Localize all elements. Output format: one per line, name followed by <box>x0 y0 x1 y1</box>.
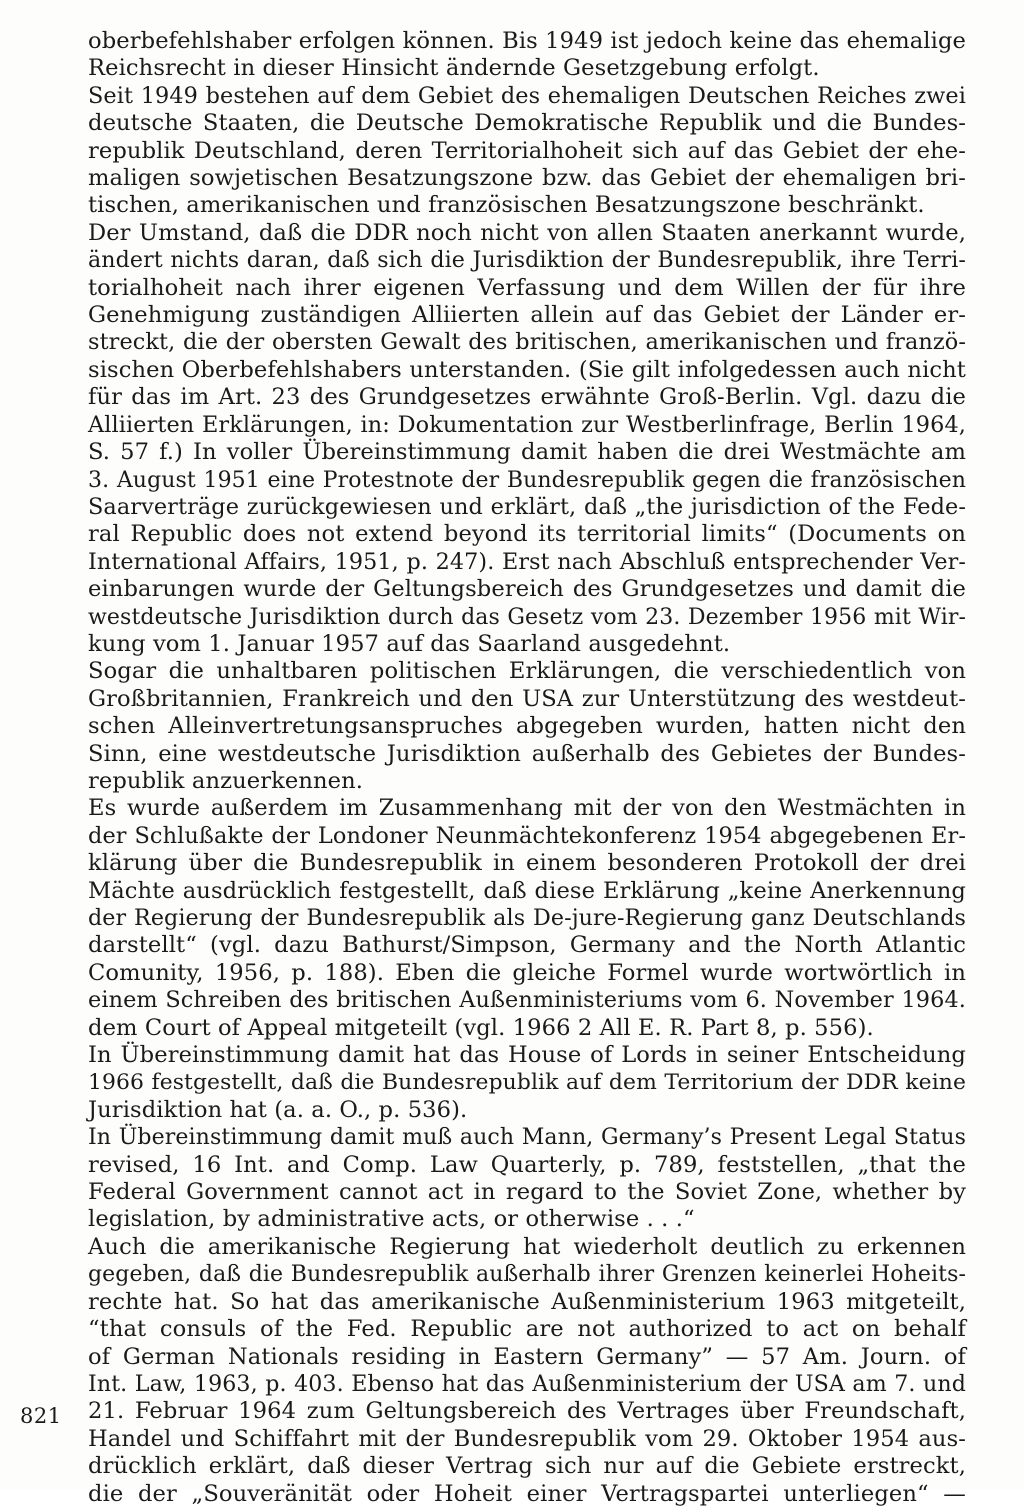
text-line: Es wurde außerdem im Zusammenhang mit der von den Westmächten in <box>88 795 966 822</box>
text-line: Der Umstand, daß die DDR noch nicht von allen Staaten anerkannt wurde, <box>88 219 966 246</box>
text-line: Handel und Schiffahrt mit der Bundesrepublik vom 29. Oktober 1954 aus- <box>88 1425 966 1452</box>
text-line: 1966 festgestellt, daß die Bundesrepublik auf dem Territorium der DDR keine <box>88 1070 966 1096</box>
text-line: sischen Oberbefehlshabers unterstanden. (Sie gilt infolgedessen auch nicht <box>88 356 966 383</box>
paragraph <box>88 795 966 1042</box>
text-line: kung vom 1. Januar 1957 auf das Saarland ausgedehnt. <box>88 630 731 657</box>
text-line: Reichsrecht in dieser Hinsicht ändernde Gesetzgebung erfolgt. <box>88 55 820 82</box>
text-line: maligen sowjetischen Besatzungszone bzw. das Gebiet der ehemaligen bri- <box>88 165 966 192</box>
text-line: Mächte ausdrücklich festgestellt, daß diese Erklärung „keine Anerkennung <box>88 877 966 904</box>
text-line: der Schlußakte der Londoner Neunmächtekonferenz 1954 abgegebenen Er- <box>88 822 966 849</box>
text-line: rechte hat. So hat das amerikanische Außenministerium 1963 mitgeteilt, <box>88 1288 966 1315</box>
page-number: 821 <box>20 1404 62 1428</box>
text-line: Genehmigung zuständigen Alliierten allein auf das Gebiet der Länder er- <box>88 302 966 329</box>
text-line: Großbritannien, Frankreich und den USA zur Unterstützung des westdeut- <box>88 685 966 712</box>
text-line: klärung über die Bundesrepublik in einem besonderen Protokoll der drei <box>88 850 966 877</box>
text-line: S. 57 f.) In voller Übereinstimmung damit haben die drei Westmächte am <box>88 439 966 466</box>
text-line: deutsche Staaten, die Deutsche Demokratische Republik und die Bundes- <box>88 110 966 137</box>
paragraph <box>88 220 966 659</box>
text-line: Saarverträge zurückgewiesen und erklärt, daß „the jurisdiction of the Fede- <box>88 493 966 520</box>
text-line: republik Deutschland, deren Territorialhoheit sich auf das Gebiet der ehe- <box>88 137 966 164</box>
text-line: Int. Law, 1963, p. 403. Ebenso hat das Außenministerium der USA am 7. und <box>88 1370 966 1397</box>
text-line: “that consuls of the Fed. Republic are not authorized to act on behalf <box>88 1316 966 1343</box>
text-line: Jurisdiktion hat (a. a. O., p. 536). <box>88 1096 468 1123</box>
text-line: einem Schreiben des britischen Außenministeriums vom 6. November 1964. <box>88 987 966 1014</box>
text-line: Comunity, 1956, p. 188). Eben die gleiche Formel wurde wortwörtlich in <box>88 959 966 986</box>
text-line: schen Alleinvertretungsanspruches abgegeben wurden, hatten nicht den <box>88 713 966 740</box>
text-line: Seit 1949 bestehen auf dem Gebiet des ehemaligen Deutschen Reiches zwei <box>88 82 966 109</box>
text-line: legislation, by administrative acts, or otherwise . . .“ <box>88 1206 695 1233</box>
text-line: gegeben, daß die Bundesrepublik außerhalb ihrer Grenzen keinerlei Hoheits- <box>88 1262 966 1288</box>
text-line: der Regierung der Bundesrepublik als De-jure-Regierung ganz Deutschlands <box>88 905 966 931</box>
text-line: für das im Art. 23 des Grundgesetzes erwähnte Groß-Berlin. Vgl. dazu die <box>88 384 966 411</box>
text-line: einbarungen wurde der Geltungsbereich des Grundgesetzes und damit die <box>88 576 966 603</box>
text-line: revised, 16 Int. and Comp. Law Quarterly, p. 789, feststellen, „that the <box>88 1151 966 1178</box>
text-line: Sinn, eine westdeutsche Jurisdiktion außerhalb des Gebietes der Bundes- <box>88 740 966 767</box>
text-line: Alliierten Erklärungen, in: Dokumentation zur Westberlinfrage, Berlin 1964, <box>88 411 966 438</box>
text-line: Sogar die unhaltbaren politischen Erklärungen, die verschiedentlich von <box>88 658 966 685</box>
text-line: die der „Souveränität oder Hoheit einer Vertragspartei unterliegen“ — <box>88 1480 966 1507</box>
paragraph <box>88 83 966 220</box>
text-line: westdeutsche Jurisdiktion durch das Gesetz vom 23. Dezember 1956 mit Wir- <box>88 604 966 630</box>
text-line: darstellt“ (vgl. dazu Bathurst/Simpson, Germany and the North Atlantic <box>88 932 966 959</box>
paragraph <box>88 1042 966 1124</box>
text-line: of German Nationals residing in Eastern Germany” — 57 Am. Journ. of <box>88 1343 966 1370</box>
paragraph <box>88 28 966 83</box>
text-line: drücklich erklärt, daß dieser Vertrag sich nur auf die Gebiete erstreckt, <box>88 1453 966 1480</box>
text-line: tischen, amerikanischen und französischen Besatzungszone beschränkt. <box>88 192 925 219</box>
text-line: 3. August 1951 eine Protestnote der Bundesrepublik gegen die französischen <box>88 467 966 493</box>
text-line: In Übereinstimmung damit muß auch Mann, Germany’s Present Legal Status <box>88 1125 966 1151</box>
paragraph <box>88 1234 966 1508</box>
text-line: Auch die amerikanische Regierung hat wiederholt deutlich zu erkennen <box>88 1233 966 1260</box>
text-line: International Affairs, 1951, p. 247). Erst nach Abschluß entsprechender Ver- <box>88 548 966 575</box>
text-line: streckt, die der obersten Gewalt des britischen, amerikanischen und franzö- <box>88 329 966 356</box>
paragraph <box>88 1124 966 1234</box>
text-line: ändert nichts daran, daß sich die Jurisdiktion der Bundesrepublik, ihre Terri- <box>88 247 966 274</box>
text-line: Federal Government cannot act in regard to the Soviet Zone, whether by <box>88 1179 966 1206</box>
body-text <box>88 28 966 1508</box>
text-line: In Übereinstimmung damit hat das House of Lords in seiner Entscheidung <box>88 1042 966 1069</box>
text-line: republik anzuerkennen. <box>88 767 364 794</box>
text-line: 21. Februar 1964 zum Geltungsbereich des Vertrages über Freundschaft, <box>88 1398 966 1425</box>
paragraph <box>88 658 966 795</box>
text-line: oberbefehlshaber erfolgen können. Bis 1949 ist jedoch keine das ehemalige <box>88 28 966 54</box>
text-line: ral Republic does not extend beyond its territorial limits“ (Documents on <box>88 521 966 548</box>
text-line: torialhoheit nach ihrer eigenen Verfassung und dem Willen der für ihre <box>88 274 966 301</box>
text-line: dem Court of Appeal mitgeteilt (vgl. 1966 2 All E. R. Part 8, p. 556). <box>88 1014 874 1041</box>
